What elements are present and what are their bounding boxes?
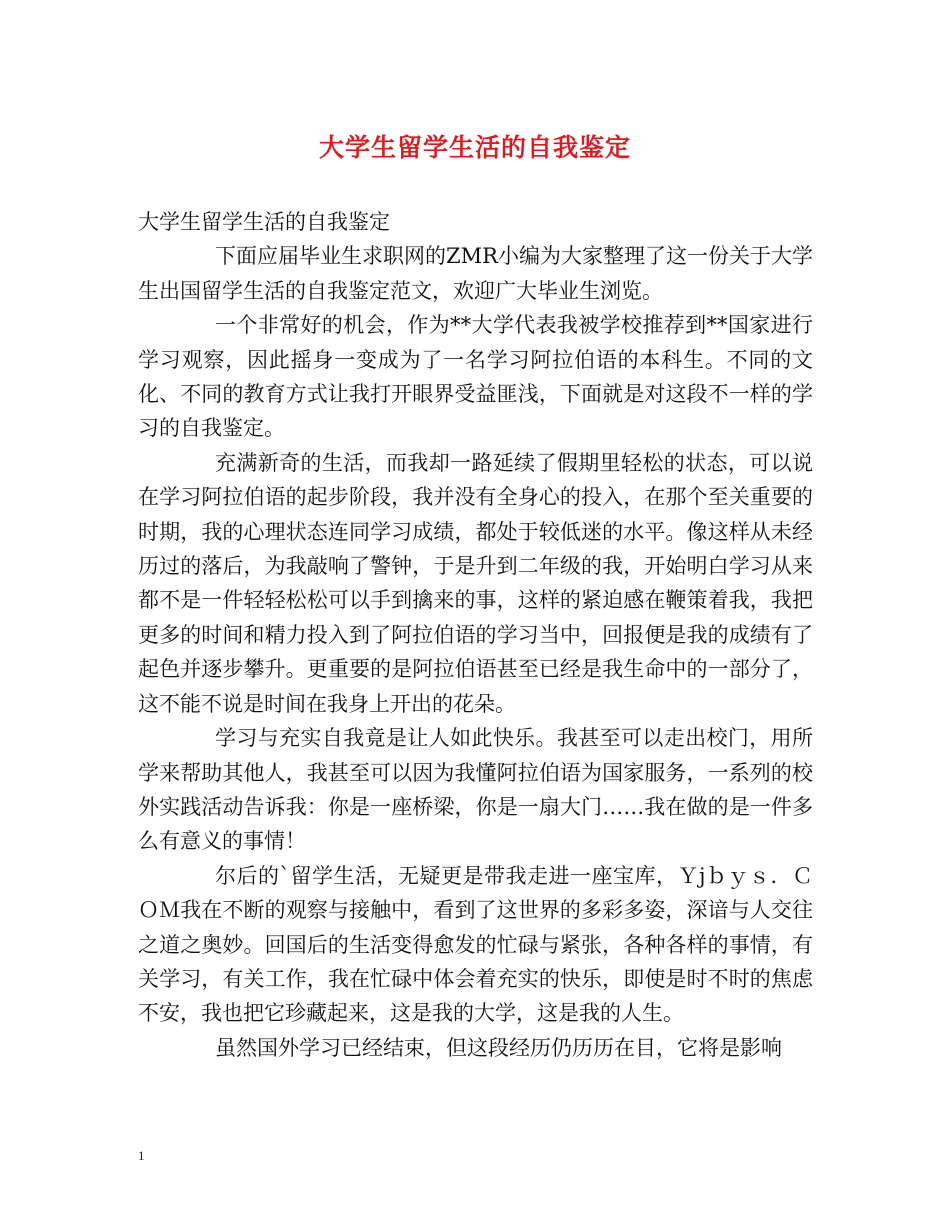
page-number: 1 [138,1148,145,1163]
paragraph: 下面应届毕业生求职网的ZMR小编为大家整理了这一份关于大学生出国留学生活的自我鉴定范文，欢迎广大毕业生浏览。 [138,244,813,303]
document-title: 大学生留学生活的自我鉴定 [318,133,631,162]
paragraph: 一个非常好的机会，作为**大学代表我被学校推荐到**国家进行学习观察，因此摇身一变成为了一名学习阿拉伯语的本科生。不同的文化、不同的教育方式让我打开眼界受益匪浅，下面就是对这段不一样的学习的自我鉴定。 [138,313,813,441]
paragraph: 大学生留学生活的自我鉴定 [138,210,390,234]
paragraph: 尔后的`留学生活，无疑更是带我走进一座宝库，Ｙjｂｙｓ．ＣＯＭ我在不断的观察与接触中，看到了这世界的多彩多姿，深谙与人交往之道之奥妙。回国后的生活变得愈发的忙碌与紧张，各种各样的事情，有关学习，有关工作，我在忙碌中体会着充实的快乐，即使是时不时的焦虑不安，我也把它珍藏起来，这是我的大学，这是我的人生。 [138,863,813,1026]
document-body [138,205,813,1065]
paragraph: 虽然国外学习已经结束，但这段经历仍历历在目，它将是影响 [215,1035,782,1060]
paragraph: 学习与充实自我竟是让人如此快乐。我甚至可以走出校门，用所学来帮助其他人，我甚至可以因为我懂阿拉伯语为国家服务，一系列的校外实践活动告诉我：你是一座桥梁，你是一扇大门……我在做的是一件多么有意义的事情！ [138,726,813,854]
paragraph: 充满新奇的生活，而我却一路延续了假期里轻松的状态，可以说在学习阿拉伯语的起步阶段，我并没有全身心的投入，在那个至关重要的时期，我的心理状态连同学习成绩，都处于较低迷的水平。像这样从未经历过的落后，为我敲响了警钟，于是升到二年级的我，开始明白学习从来都不是一件轻轻松松可以手到擒来的事，这样的紧迫感在鞭策着我，我把更多的时间和精力投入到了阿拉伯语的学习当中，回报便是我的成绩有了起色并逐步攀升。更重要的是阿拉伯语甚至已经是我生命中的一部分了，这不能不说是时间在我身上开出的花朵。 [138,450,813,716]
